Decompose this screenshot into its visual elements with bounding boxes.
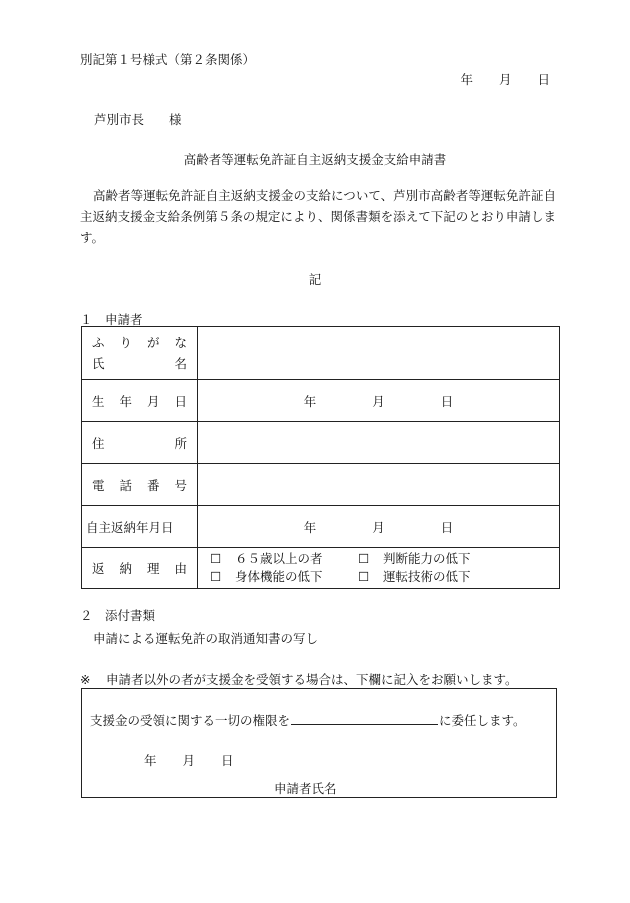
delegation-box xyxy=(81,688,557,798)
furigana-label: ふ り が な xyxy=(92,335,187,350)
date-year: 年 xyxy=(460,72,473,87)
address-input-field[interactable] xyxy=(198,422,560,464)
dob-label-cell xyxy=(82,380,198,422)
date-month: 月 xyxy=(498,72,512,87)
address-row xyxy=(82,422,560,464)
addressee: 芦別市長 様 xyxy=(94,112,182,127)
attachment-item: 申請による運転免許の取消通知書の写し xyxy=(93,631,319,646)
delegation-month: 月 xyxy=(182,753,196,768)
ki-marker: 記 xyxy=(308,272,322,287)
return-date-label-cell xyxy=(82,506,198,548)
reason-option-age65[interactable] xyxy=(210,550,358,568)
return-date-label: 自主返納年月日 xyxy=(86,519,174,535)
dob-year: 年 xyxy=(303,393,317,409)
dob-month: 月 xyxy=(372,393,385,409)
phone-input-field[interactable] xyxy=(198,464,560,506)
delegation-prefix: 支援金の受領に関する一切の権限を xyxy=(90,713,291,728)
reason-text: 判断能力の低下 xyxy=(383,551,471,566)
dob-input-field[interactable] xyxy=(198,380,560,422)
checkbox-icon[interactable]: ☐ xyxy=(358,551,370,566)
dob-row xyxy=(82,380,560,422)
delegation-day: 日 xyxy=(221,753,234,768)
applicant-table xyxy=(81,326,560,589)
dob-label: 生 年 月 日 xyxy=(92,393,187,409)
name-label: 氏 名 xyxy=(92,356,187,371)
delegate-name-field[interactable] xyxy=(291,711,438,725)
return-day: 日 xyxy=(440,519,454,535)
reason-row xyxy=(82,548,560,589)
reason-text: 身体機能の低下 xyxy=(235,569,323,584)
body-text: 高齢者等運転免許証自主返納支援金の支給について、芦別市高齢者等運転免許証自主返納支援金支給条例第５条の規定により、関係書類を添えて下記のとおり申請します。 xyxy=(80,188,556,245)
reason-option-physical[interactable] xyxy=(210,568,358,586)
reason-option-driving-skill[interactable] xyxy=(358,568,506,586)
name-row xyxy=(82,327,560,380)
reason-options xyxy=(198,548,560,589)
note xyxy=(80,670,518,688)
name-label-cell xyxy=(82,327,198,380)
checkbox-icon[interactable]: ☐ xyxy=(210,551,222,566)
form-id: 別記第１号様式（第２条関係） xyxy=(80,52,256,67)
delegation-statement xyxy=(90,711,526,729)
phone-row xyxy=(82,464,560,506)
reason-text: 運転技術の低下 xyxy=(383,569,471,584)
reason-text: ６５歳以上の者 xyxy=(235,551,323,566)
return-month: 月 xyxy=(372,519,385,535)
section1-heading: １ 申請者 xyxy=(80,312,143,327)
delegation-date xyxy=(144,751,234,769)
phone-label-cell xyxy=(82,464,198,506)
note-text: 申請者以外の者が支援金を受領する場合は、下欄に記入をお願いします。 xyxy=(106,672,518,687)
address-label-cell xyxy=(82,422,198,464)
return-year: 年 xyxy=(303,519,317,535)
note-mark: ※ xyxy=(80,672,91,687)
application-date xyxy=(460,70,550,88)
reason-label-cell xyxy=(82,548,198,589)
section2-heading: ２ 添付書類 xyxy=(80,608,156,623)
address-label: 住 所 xyxy=(92,435,187,451)
dob-day: 日 xyxy=(440,393,454,409)
delegation-suffix: に委任します。 xyxy=(439,713,526,728)
name-input-field[interactable] xyxy=(198,327,560,380)
document-title: 高齢者等運転免許証自主返納支援金支給申請書 xyxy=(183,152,447,167)
phone-label: 電 話 番 号 xyxy=(92,477,187,493)
return-date-input-field[interactable] xyxy=(198,506,560,548)
reason-label: 返 納 理 由 xyxy=(92,561,187,576)
checkbox-icon[interactable]: ☐ xyxy=(358,569,370,584)
delegation-year: 年 xyxy=(144,753,157,768)
signature-label: 申請者氏名 xyxy=(274,781,337,796)
checkbox-icon[interactable]: ☐ xyxy=(210,569,222,584)
return-date-row xyxy=(82,506,560,548)
date-day: 日 xyxy=(537,72,550,87)
reason-option-judgment[interactable] xyxy=(358,550,506,568)
